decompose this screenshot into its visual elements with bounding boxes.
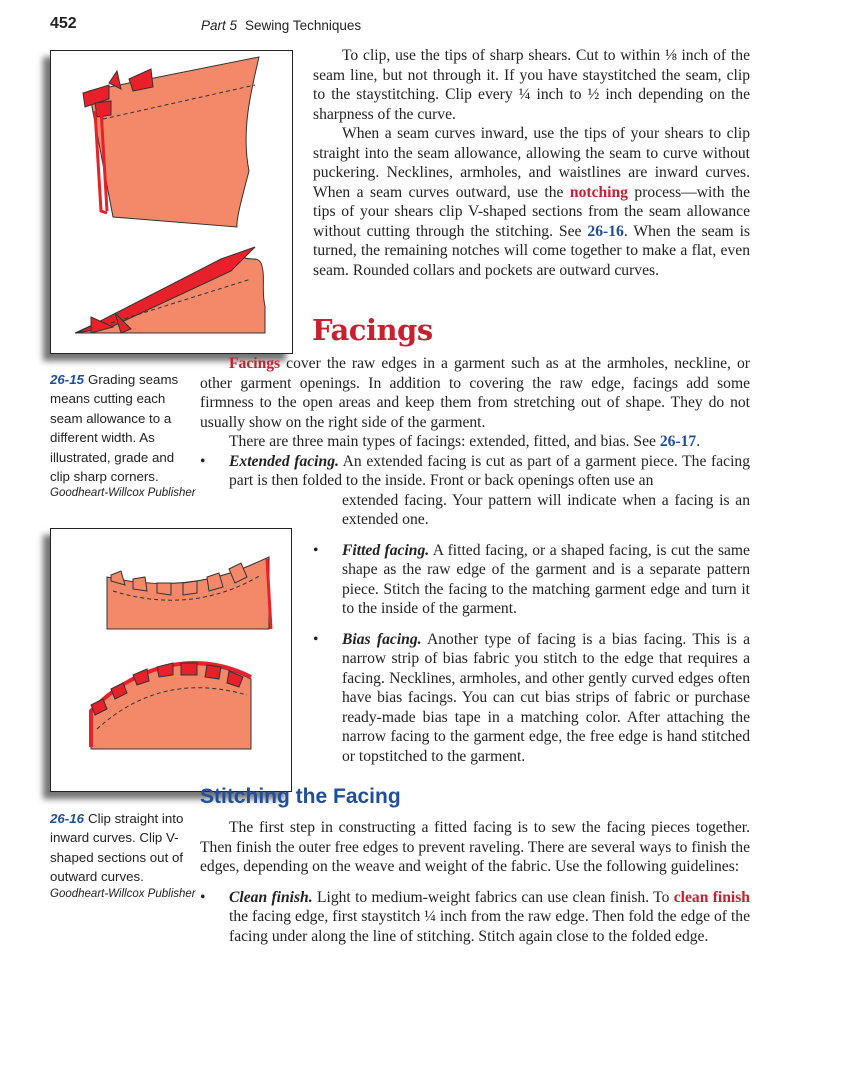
caption-text: Grading seams means cutting each seam allowance to a different width. As illustrated, grade and clip sharp corners. <box>50 372 179 485</box>
figure-number: 26-16 <box>50 811 85 826</box>
facings-text <box>200 354 750 452</box>
figure-caption-26-15 <box>50 370 196 500</box>
paragraph-facings-definition: Facings cover the raw edges in a garment such as at the armholes, neckline, or other garment openings. In addition to covering the raw edge, facings add some firmness to the open areas and keep them from stretching out of shape. They do not usually show on the right side of the garment. <box>200 355 750 431</box>
caption-text: Clip straight into inward curves. Clip V-shaped sections out of outward curves. <box>50 811 184 885</box>
bullet-extended-facing: • Extended facing. An extended facing is cut as part of a garment piece. The facing part is then folded to the inside. Front or back openings often use an <box>200 452 750 489</box>
figure-credit: Goodheart-Willcox Publisher <box>50 887 196 900</box>
bullet-term: Bias facing. <box>342 630 422 648</box>
intro-text <box>313 46 750 280</box>
bullet-icon: • <box>200 452 206 470</box>
figure-credit: Goodheart-Willcox Publisher <box>50 487 196 500</box>
term-clean-finish: clean finish <box>673 888 750 906</box>
part-label: Part 5 <box>201 18 238 33</box>
paragraph-facing-types: There are three main types of facings: extended, fitted, and bias. See 26-17. <box>229 433 701 450</box>
bullet-icon: • <box>313 630 319 648</box>
bullet-extended-facing-continued: extended facing. Your pattern will indicate when a facing is an extended one. <box>342 491 750 528</box>
paragraph-inward-curves: When a seam curves inward, use the tips of your shears to clip straight into the seam allowance, allowing the seam to curve without puckering. Necklines, armholes, and waistlines are inward curves. When a seam curves outward, use the notching process—with the tips of your shears clip V-shaped sections from the seam allowance without cutting through the stitching. See 26-16. When the seam is turned, the remaining notches will come together to make a flat, even seam. Rounded collars and pockets are outward curves. <box>313 125 751 279</box>
stitching-text <box>200 818 750 877</box>
paragraph-stitching: The first step in constructing a fitted facing is to sew the facing pieces together. Then finish the outer free edges to prevent raveling. There are several ways to finish the edges, depending on the weave and weight of the fabric. Use the following guidelines: <box>200 819 750 875</box>
figure-caption-26-16 <box>50 809 196 901</box>
term-notching: notching <box>569 183 628 201</box>
bullet-fitted-facing: • Fitted facing. A fitted facing, or a shaped facing, is cut the same shape as the raw edge of the garment and is a separate pattern piece. Stitch the facing to the matching garment edge and turn it to the inside of the garment. <box>313 541 750 617</box>
figure-reference-26-17[interactable]: 26-17 <box>659 433 697 450</box>
bullet-term: Extended facing. <box>229 452 339 470</box>
section-label: Sewing Techniques <box>245 18 362 33</box>
bullet-term: Fitted facing. <box>342 541 430 559</box>
figure-reference-26-16[interactable]: 26-16 <box>587 222 624 240</box>
running-header <box>201 18 361 33</box>
page-number: 452 <box>50 15 77 32</box>
bullet-bias-facing: • Bias facing. Another type of facing is a bias facing. This is a narrow strip of bias fabric you stitch to the edge that requires a facing. Necklines, armholes, and other gently curved edges often have bias facings. You can cut bias strips of fabric or purchase ready-made bias tape in a matching color. After attaching the narrow facing to the garment edge, the free edge is hand stitched or topstitched to the garment. <box>313 630 751 765</box>
main-text-column <box>200 46 750 946</box>
bullet-icon: • <box>200 888 206 906</box>
paragraph-clip: To clip, use the tips of sharp shears. Cut to within ⅛ inch of the seam line, but not through it. If you have staystitched the seam, clip to the staystitching. Clip every ¼ inch to ½ inch depending on the sharpness of the curve. <box>313 47 750 123</box>
bullet-icon: • <box>313 541 319 559</box>
heading-facings: Facings <box>312 313 433 347</box>
heading-stitching-the-facing: Stitching the Facing <box>200 785 401 808</box>
bullet-clean-finish: • Clean finish. Light to medium-weight fabrics can use clean finish. To clean finish the facing edge, first staystitch ¼ inch from the raw edge. Then fold the edge of the facing under along the line of stitching. Stitch again close to the folded edge. <box>200 888 750 945</box>
figure-number: 26-15 <box>50 372 85 387</box>
term-facings: Facings <box>229 355 281 372</box>
bullet-term: Clean finish. <box>229 888 313 906</box>
